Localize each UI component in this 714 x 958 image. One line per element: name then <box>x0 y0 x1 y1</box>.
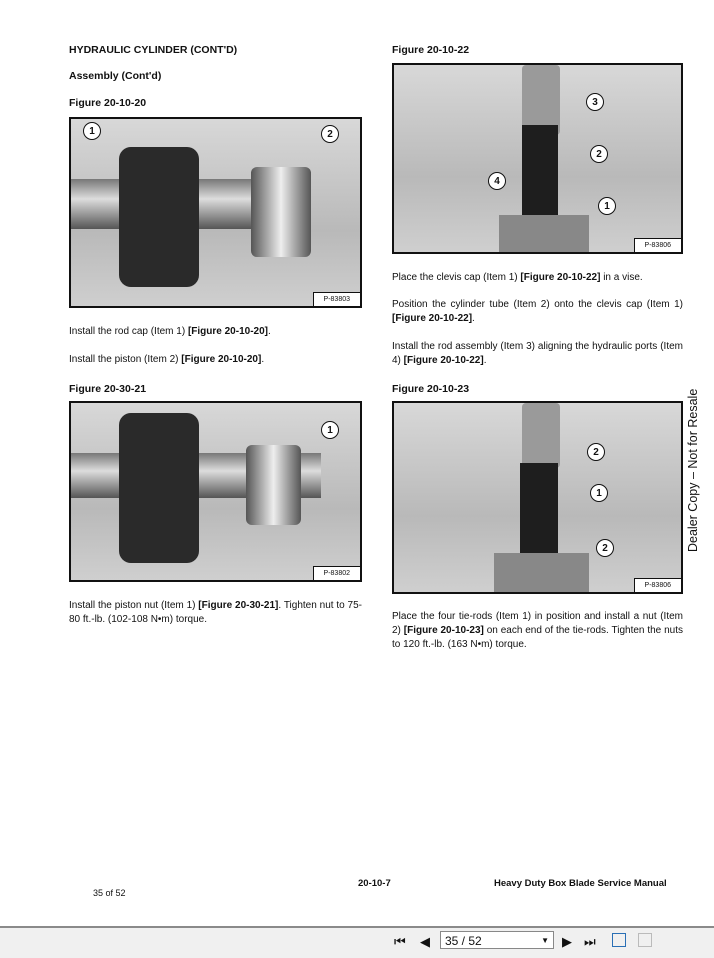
last-page-button[interactable]: ⏭ <box>584 934 596 949</box>
figure-title: Figure 20-10-23 <box>392 383 470 395</box>
callout-1: 1 <box>83 122 101 140</box>
figure-20-10-20-photo <box>69 117 362 308</box>
page-select[interactable] <box>440 931 554 949</box>
figure-20-10-22-photo <box>392 63 683 254</box>
prev-page-button[interactable]: ◀ <box>420 934 430 949</box>
page-select-value: 35 / 52 <box>445 934 482 948</box>
instruction-tie-rods: Place the four tie-rods (Item 1) in position and install a nut (Item 2) [Figure 20-10-23] on each end of the tie-rods. Tighten the nuts to 120 ft.-lb. (163 N•m) torque. <box>392 611 684 650</box>
photo-id: P-83802 <box>313 566 360 580</box>
next-page-button[interactable]: ▶ <box>562 934 572 949</box>
callout-1: 1 <box>598 197 616 215</box>
instruction-piston: Install the piston (Item 2) [Figure 20-10-20]. <box>69 354 265 365</box>
figure-title: Figure 20-10-22 <box>392 44 470 56</box>
photo-id: P-83803 <box>313 292 360 306</box>
instruction-cylinder-tube: Position the cylinder tube (Item 2) onto the clevis cap (Item 1) [Figure 20-10-22]. <box>392 299 683 324</box>
section-title: HYDRAULIC CYLINDER (CONT'D) <box>69 44 238 56</box>
first-page-button[interactable]: ⏮ <box>394 934 406 949</box>
instruction-rod-assembly: Install the rod assembly (Item 3) aligning the hydraulic ports (Item 4) [Figure 20-10-22]. <box>392 341 683 366</box>
chevron-down-icon: ▼ <box>541 936 549 945</box>
callout-4: 4 <box>488 172 506 190</box>
pdf-toolbar <box>0 926 714 958</box>
figure-20-10-23-photo <box>392 401 683 594</box>
callout-2: 2 <box>587 443 605 461</box>
callout-3: 3 <box>586 93 604 111</box>
callout-2: 2 <box>590 145 608 163</box>
watermark: Dealer Copy – Not for Resale <box>686 388 700 552</box>
photo-id: P-83806 <box>634 238 681 252</box>
instruction-rod-cap: Install the rod cap (Item 1) [Figure 20-10-20]. <box>69 326 271 337</box>
callout-1: 1 <box>590 484 608 502</box>
fit-width-icon[interactable] <box>638 933 652 947</box>
page-count: 35 of 52 <box>93 888 126 898</box>
figure-title: Figure 20-30-21 <box>69 383 147 395</box>
subsection-title: Assembly (Cont'd) <box>69 70 162 82</box>
section-number: 20-10-7 <box>358 878 391 889</box>
figure-20-30-21-photo <box>69 401 362 582</box>
callout-2: 2 <box>321 125 339 143</box>
figure-title: Figure 20-10-20 <box>69 97 147 109</box>
photo-id: P-83806 <box>634 578 681 592</box>
fit-page-icon[interactable] <box>612 933 626 947</box>
manual-title: Heavy Duty Box Blade Service Manual <box>494 878 667 889</box>
callout-1: 1 <box>321 421 339 439</box>
callout-2: 2 <box>596 539 614 557</box>
instruction-piston-nut: Install the piston nut (Item 1) [Figure 20-30-21]. Tighten nut to 75-80 ft.-lb. (102-108 N•m) torque. <box>69 600 363 625</box>
instruction-clevis-cap: Place the clevis cap (Item 1) [Figure 20-10-22] in a vise. <box>392 272 643 283</box>
